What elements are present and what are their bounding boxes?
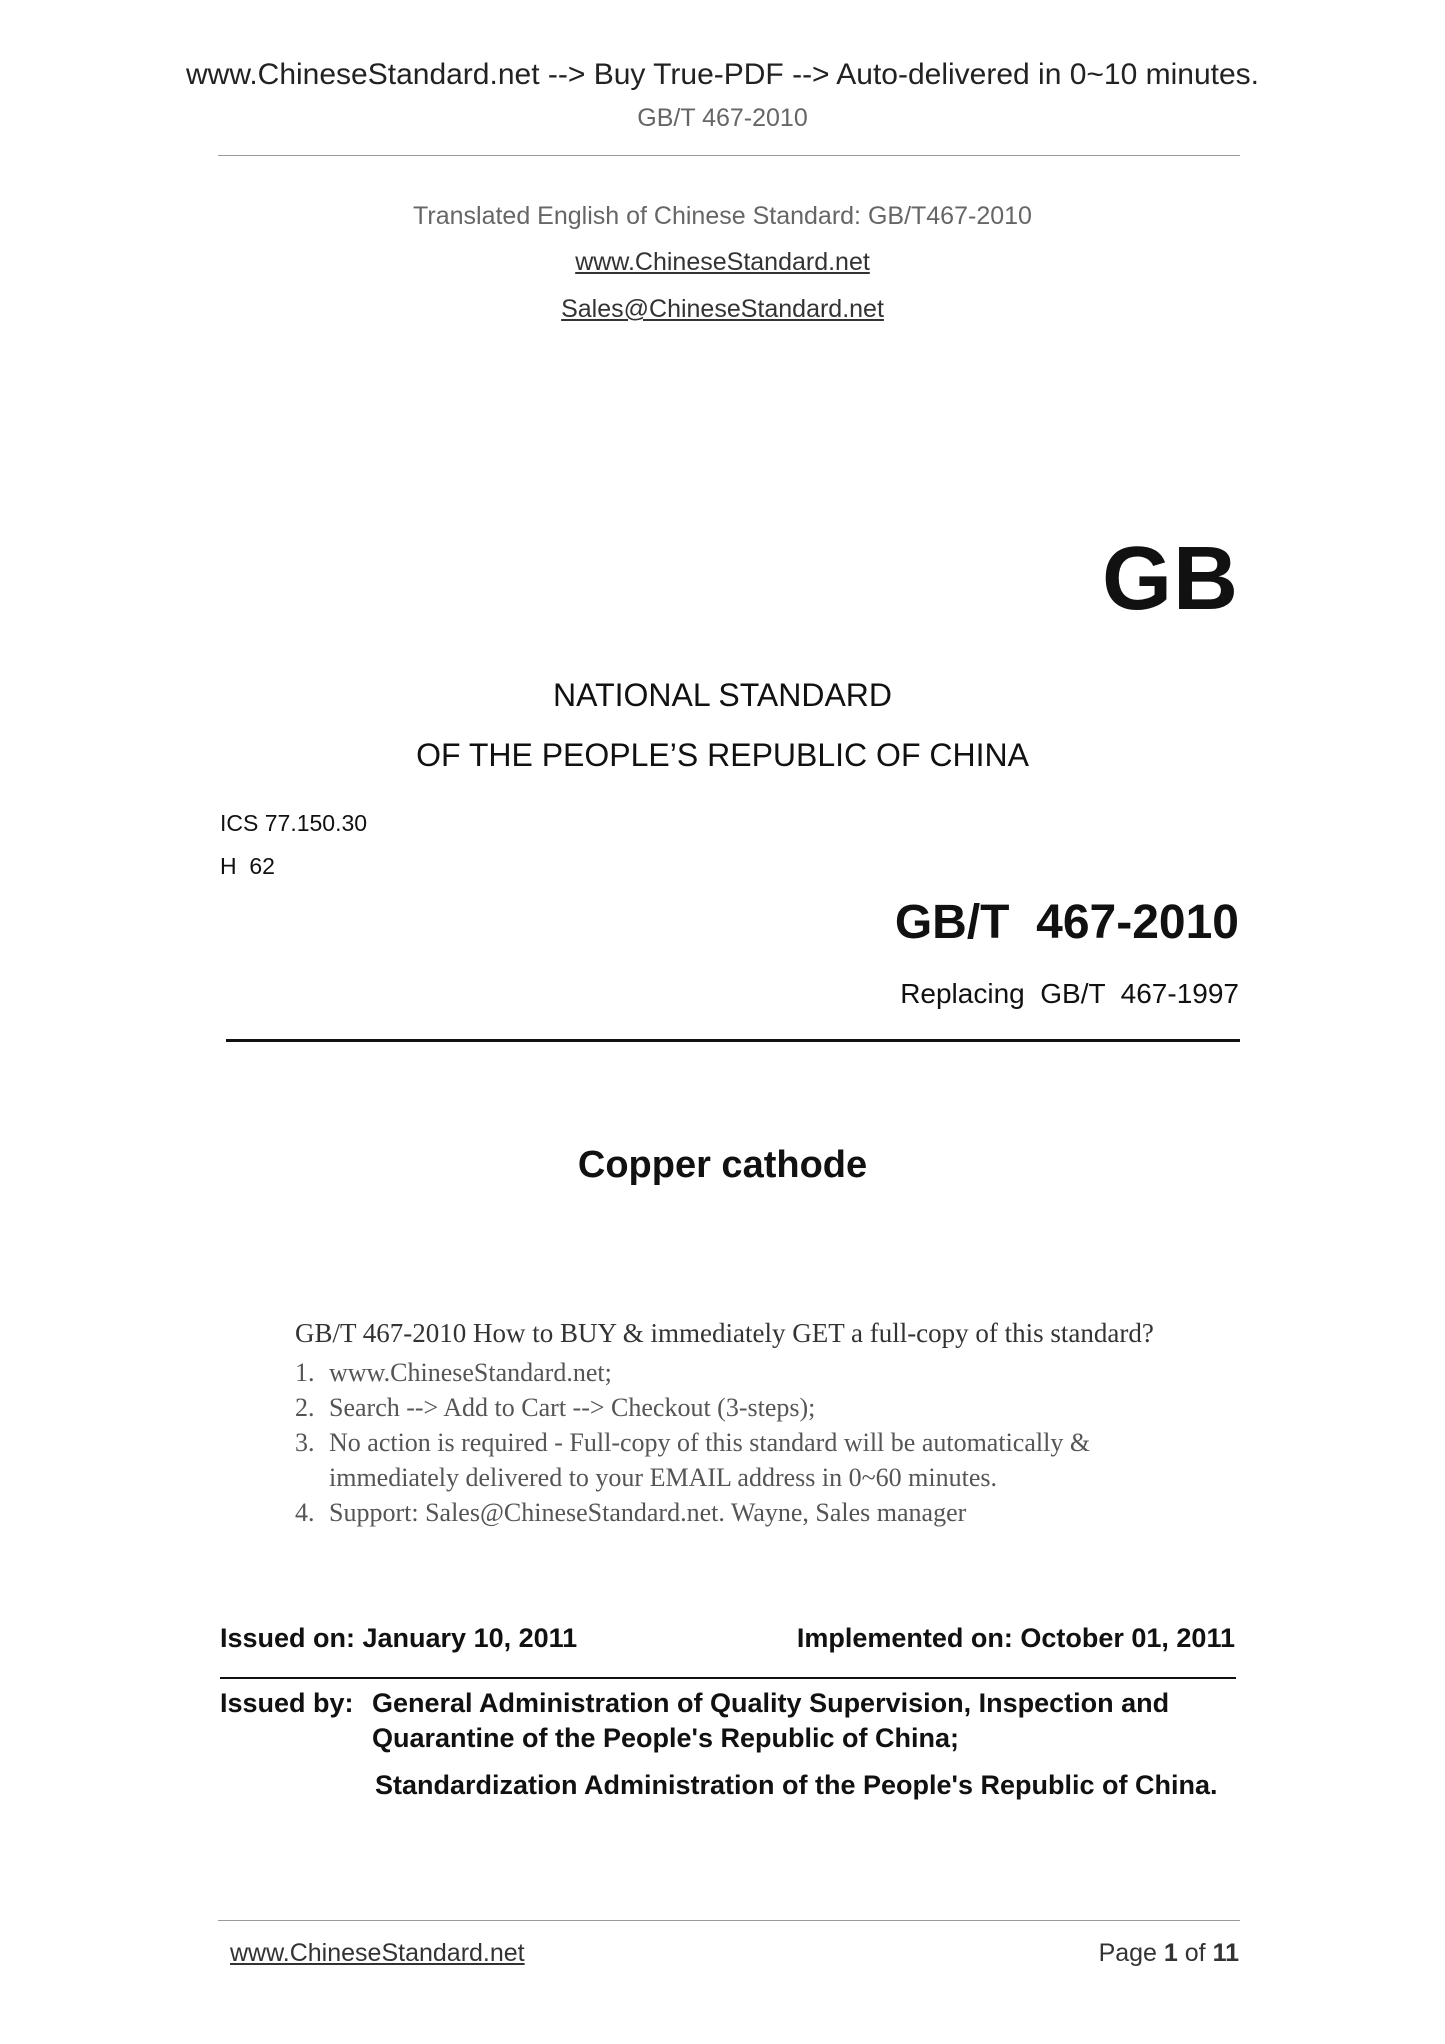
- document-title: Copper cathode: [577, 1144, 868, 1186]
- implemented-date: Implemented on: October 01, 2011: [796, 1623, 1235, 1653]
- email-link-row: [0, 295, 1445, 324]
- page-indicator: [1099, 1939, 1239, 1968]
- buy-instructions: [295, 1318, 1159, 1530]
- gb-mark: GB: [1102, 529, 1239, 629]
- standard-number: GB/T 467-2010: [894, 896, 1239, 949]
- step-text: No action is required - Full-copy of this standard will be automatically & immediately delivered to your EMAIL address in 0~60 minutes.: [329, 1428, 1091, 1492]
- issued-by-label: Issued by:: [220, 1688, 354, 1718]
- website-link[interactable]: www.ChineseStandard.net: [575, 248, 870, 276]
- step-number: 4.: [295, 1498, 315, 1527]
- replacing-note: Replacing GB/T 467-1997: [900, 978, 1239, 1009]
- page-mid: of: [1177, 1939, 1213, 1967]
- step-number: 1.: [295, 1358, 315, 1387]
- buy-heading: GB/T 467-2010 How to BUY & immediately GET a full-copy of this standard?: [295, 1318, 1154, 1348]
- title-divider: [226, 1039, 1240, 1042]
- issued-date: Issued on: January 10, 2011: [220, 1623, 578, 1653]
- step-number: 3.: [295, 1428, 315, 1457]
- step-text: Search --> Add to Cart --> Checkout (3-steps);: [329, 1393, 816, 1422]
- footer-website-link[interactable]: www.ChineseStandard.net: [230, 1939, 525, 1967]
- national-standard-line2: OF THE PEOPLE’S REPUBLIC OF CHINA: [416, 737, 1029, 773]
- issuer-2: Standardization Administration of the People's Republic of China.: [375, 1770, 1218, 1800]
- h-code: H 62: [220, 853, 275, 879]
- dates-divider: [220, 1677, 1236, 1679]
- step-text: Support: Sales@ChineseStandard.net. Wayne, Sales manager: [329, 1498, 967, 1527]
- step-text: www.ChineseStandard.net;: [329, 1358, 612, 1387]
- national-standard-line1: NATIONAL STANDARD: [553, 677, 892, 713]
- buy-step: [295, 1355, 1159, 1390]
- buy-steps: [295, 1355, 1159, 1530]
- footer-divider: [218, 1920, 1240, 1921]
- top-banner: www.ChineseStandard.net --> Buy True-PDF --> Auto-delivered in 0~10 minutes.: [185, 58, 1260, 91]
- page-prefix: Page: [1098, 1939, 1164, 1967]
- issuer-1: General Administration of Quality Supervision, Inspection and Quarantine of the People's Republic of China;: [372, 1688, 1170, 1753]
- email-link[interactable]: Sales@ChineseStandard.net: [561, 295, 884, 323]
- footer-website-row: [230, 1939, 525, 1968]
- header-divider: [218, 155, 1240, 156]
- buy-step: [295, 1390, 1159, 1425]
- page-total: 11: [1212, 1939, 1239, 1967]
- buy-step: [295, 1495, 1159, 1530]
- header-code: GB/T 467-2010: [637, 104, 808, 132]
- website-link-row: [0, 248, 1445, 277]
- buy-step: [295, 1425, 1159, 1495]
- page-current: 1: [1163, 1939, 1178, 1967]
- translated-notice: Translated English of Chinese Standard: GB/T467-2010: [413, 202, 1032, 230]
- ics-code: ICS 77.150.30: [220, 810, 368, 836]
- step-number: 2.: [295, 1393, 315, 1422]
